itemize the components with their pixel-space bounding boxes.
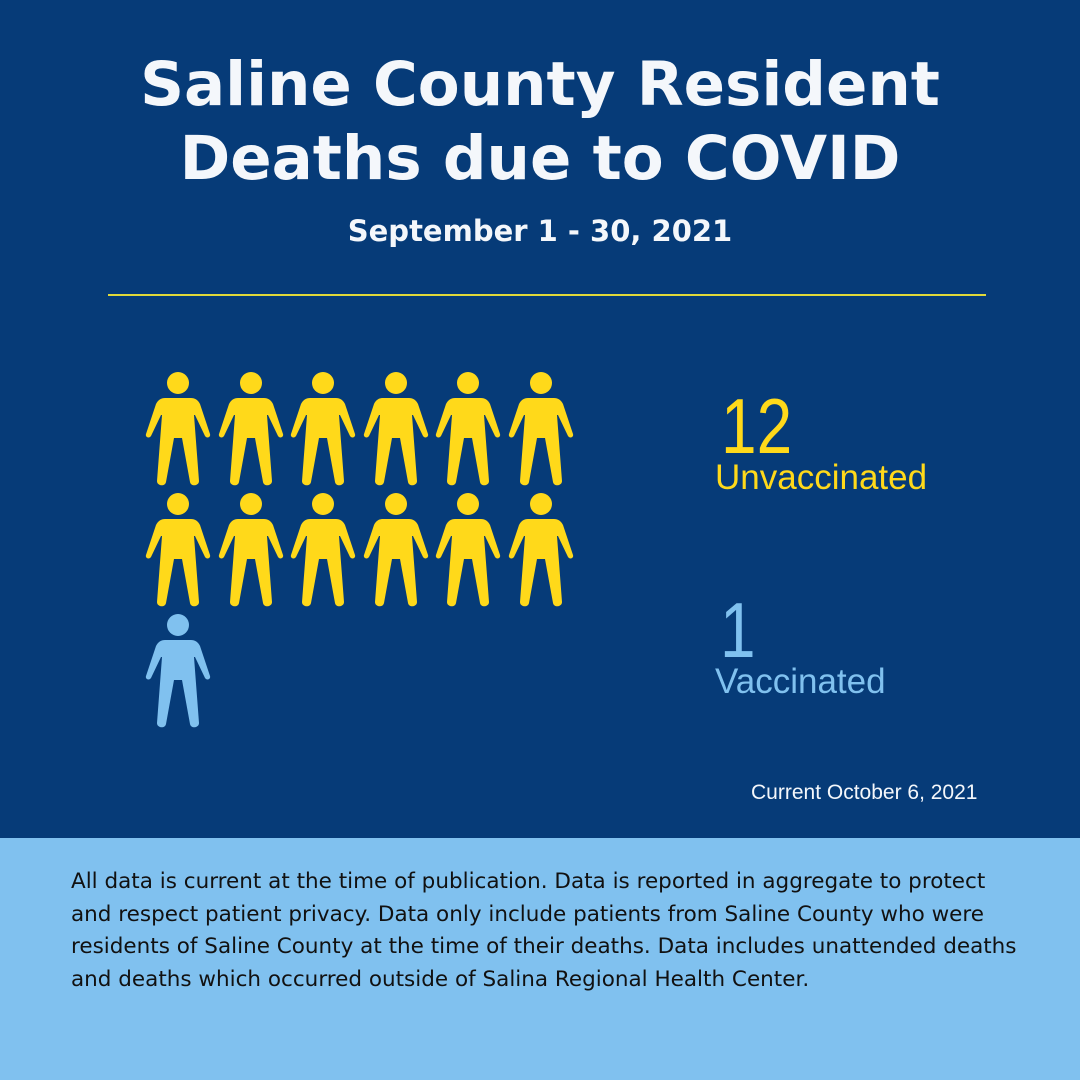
divider [108,294,986,296]
person-icon-unvaccinated [290,370,356,488]
person-icon-unvaccinated [508,370,574,488]
current-as-of: Current October 6, 2021 [751,781,978,804]
vaccinated-count: 1 [720,586,756,674]
vaccinated-label: Vaccinated [715,662,886,701]
person-icon-unvaccinated [435,491,501,609]
date-range: September 1 - 30, 2021 [347,214,733,248]
person-icon-unvaccinated [145,491,211,609]
person-icon-unvaccinated [145,370,211,488]
page-title [0,48,1080,196]
disclaimer-text: All data is current at the time of publication. Data is reported in aggregate to protect and respect patient privacy. Data only include patients from Saline County who were residents of Saline County at the time of their deaths. Data includes unattended deaths and deaths which occurred outside of Salina Regional Health Center. [71,869,1017,992]
title-line-1: Saline County Resident [140,49,940,120]
people-pictogram [145,370,585,615]
person-icon-unvaccinated [435,370,501,488]
person-icon-vaccinated [145,612,211,730]
unvaccinated-label: Unvaccinated [715,458,928,497]
person-icon-unvaccinated [363,491,429,609]
unvaccinated-count: 12 [721,382,793,470]
person-icon-unvaccinated [218,370,284,488]
title-line-2: Deaths due to COVID [179,123,901,194]
person-icon-unvaccinated [218,491,284,609]
person-icon-unvaccinated [290,491,356,609]
person-icon-unvaccinated [508,491,574,609]
person-icon-unvaccinated [363,370,429,488]
